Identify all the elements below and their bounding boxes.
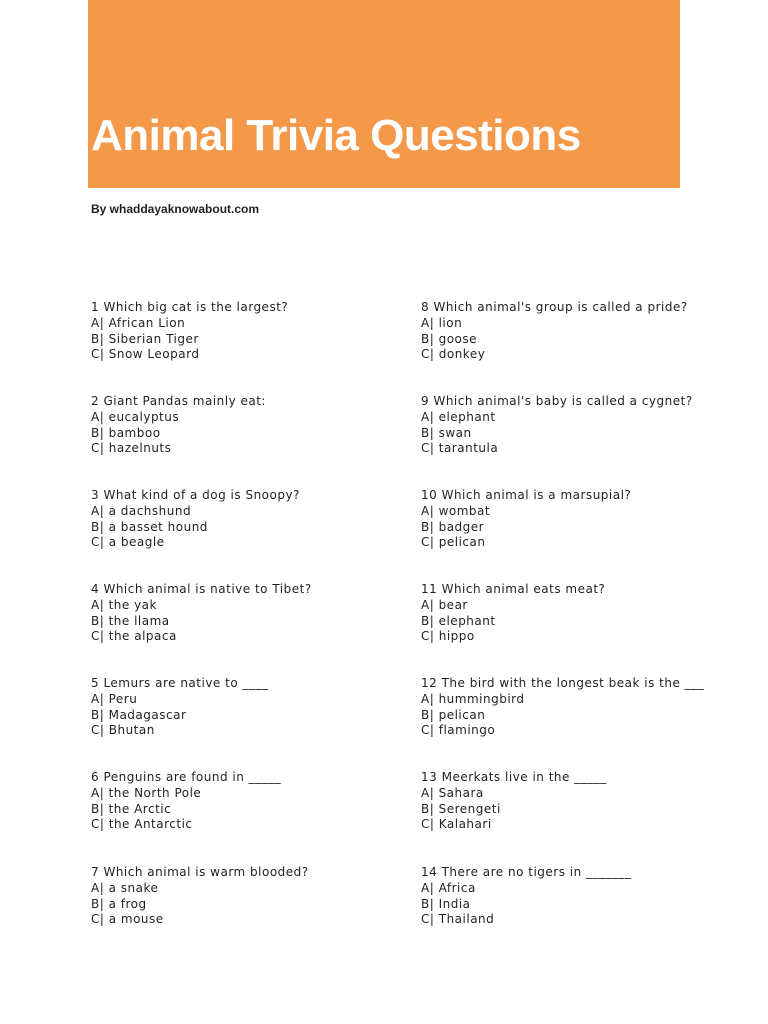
answer-option: B| pelican xyxy=(421,707,486,722)
answer-option: C| Bhutan xyxy=(91,723,155,738)
question-block xyxy=(421,865,741,928)
page-title: Animal Trivia Questions xyxy=(91,111,581,160)
answer-option: C| Snow Leopard xyxy=(91,347,200,362)
question-block xyxy=(91,300,411,363)
question-text: 2 Giant Pandas mainly eat: xyxy=(91,394,266,408)
answer-option: A| a dachshund xyxy=(91,503,192,518)
answer-option: A| elephant xyxy=(421,409,496,424)
question-block xyxy=(91,770,411,833)
byline: By whaddayaknowabout.com xyxy=(91,202,260,216)
answer-option: C| donkey xyxy=(421,347,486,362)
question-block xyxy=(421,300,741,363)
answer-option: C| tarantula xyxy=(421,441,499,456)
answer-option: B| India xyxy=(421,896,471,911)
answer-option: B| the llama xyxy=(91,613,170,628)
answer-option: A| a snake xyxy=(91,880,159,895)
question-text: 8 Which animal's group is called a pride? xyxy=(421,300,688,314)
question-text: 7 Which animal is warm blooded? xyxy=(91,865,309,879)
answer-option: A| Peru xyxy=(91,691,138,706)
answer-option: A| Africa xyxy=(421,880,476,895)
answer-option: C| flamingo xyxy=(421,723,496,738)
answer-option: B| the Arctic xyxy=(91,801,172,816)
answer-option: B| Madagascar xyxy=(91,707,187,722)
answer-option: B| swan xyxy=(421,425,472,440)
answer-option: B| goose xyxy=(421,331,478,346)
question-text: 6 Penguins are found in _____ xyxy=(91,770,282,784)
answer-option: A| hummingbird xyxy=(421,691,525,706)
question-block xyxy=(91,488,411,551)
answer-option: C| Thailand xyxy=(421,912,495,927)
answer-option: B| a frog xyxy=(91,896,147,911)
question-text: 10 Which animal is a marsupial? xyxy=(421,488,632,502)
question-block xyxy=(421,582,741,645)
answer-option: B| a basset hound xyxy=(91,519,208,534)
question-text: 9 Which animal's baby is called a cygnet? xyxy=(421,394,693,408)
question-block xyxy=(421,770,741,833)
answer-option: C| the Antarctic xyxy=(91,817,193,832)
answer-option: B| elephant xyxy=(421,613,496,628)
answer-option: B| Serengeti xyxy=(421,801,501,816)
answer-option: B| Siberian Tiger xyxy=(91,331,199,346)
answer-option: C| Kalahari xyxy=(421,817,492,832)
answer-option: A| Sahara xyxy=(421,785,484,800)
answer-option: C| pelican xyxy=(421,535,486,550)
question-text: 11 Which animal eats meat? xyxy=(421,582,606,596)
answer-option: A| bear xyxy=(421,597,468,612)
question-text: 5 Lemurs are native to ____ xyxy=(91,676,269,690)
question-text: 1 Which big cat is the largest? xyxy=(91,300,289,314)
question-block xyxy=(421,488,741,551)
answer-option: C| hazelnuts xyxy=(91,441,172,456)
question-block xyxy=(91,865,411,928)
question-text: 14 There are no tigers in _______ xyxy=(421,865,632,879)
question-text: 12 The bird with the longest beak is the ___ xyxy=(421,676,705,690)
answer-option: A| the North Pole xyxy=(91,785,202,800)
question-block xyxy=(91,582,411,645)
question-block xyxy=(91,676,411,739)
answer-option: C| a mouse xyxy=(91,912,164,927)
answer-option: C| hippo xyxy=(421,629,475,644)
answer-option: A| African Lion xyxy=(91,315,186,330)
question-block xyxy=(421,676,741,739)
answer-option: B| badger xyxy=(421,519,485,534)
question-block xyxy=(421,394,741,457)
answer-option: B| bamboo xyxy=(91,425,161,440)
question-block xyxy=(91,394,411,457)
answer-option: A| the yak xyxy=(91,597,157,612)
answer-option: A| wombat xyxy=(421,503,491,518)
question-text: 4 Which animal is native to Tibet? xyxy=(91,582,312,596)
answer-option: C| a beagle xyxy=(91,535,165,550)
answer-option: A| eucalyptus xyxy=(91,409,180,424)
answer-option: A| lion xyxy=(421,315,463,330)
question-text: 3 What kind of a dog is Snoopy? xyxy=(91,488,300,502)
question-text: 13 Meerkats live in the _____ xyxy=(421,770,607,784)
answer-option: C| the alpaca xyxy=(91,629,177,644)
